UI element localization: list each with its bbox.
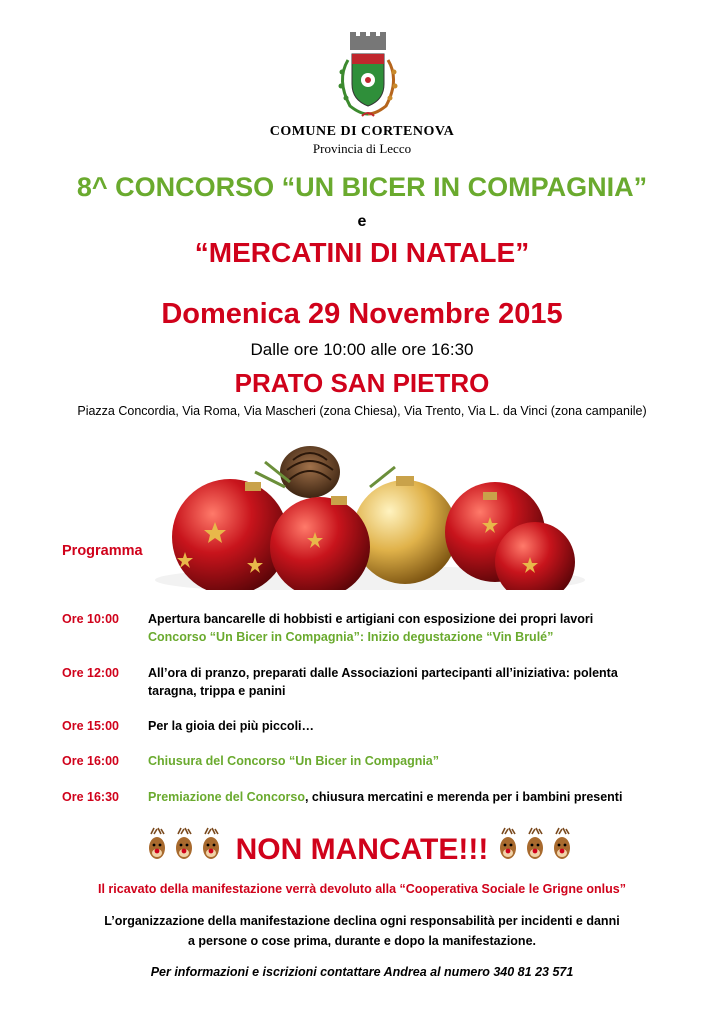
reindeer-icon (496, 826, 578, 866)
program-item-1630-rest: , chiusura mercatini e merenda per i bambini presenti (304, 790, 623, 804)
disclaimer-line1: L’organizzazione della manifestazione declina ogni responsabilità per incidenti e danni (104, 914, 620, 928)
program-item-1000-line1: Apertura bancarelle di hobbisti e artigiani con esposizione dei propri lavori (148, 612, 594, 626)
contact-info: Per informazioni e iscrizioni contattare Andrea al numero 340 81 23 571 (150, 965, 574, 979)
program-item-1000 (148, 610, 648, 646)
organization-disclaimer (0, 911, 724, 951)
event-hours: Dalle ore 10:00 alle ore 16:30 (250, 340, 474, 359)
event-date: Domenica 29 Novembre 2015 (161, 298, 563, 330)
program-item-1500 (148, 717, 648, 735)
title-connector: e (357, 213, 367, 230)
disclaimer-line2: a persone o cose prima, durante e dopo la manifestazione. (187, 934, 536, 948)
ricavato-note: Il ricavato della manifestazione verrà devoluto alla “Cooperativa Sociale le Grigne onlus” (98, 882, 626, 896)
event-place: PRATO SAN PIETRO (234, 368, 490, 398)
comune-name: COMUNE DI CORTENOVA (269, 124, 455, 139)
event-title-concorso: 8^ CONCORSO “UN BICER IN COMPAGNIA” (76, 172, 648, 202)
program-time-1200: Ore 12:00 (62, 666, 119, 680)
program-time-1000: Ore 10:00 (62, 612, 119, 626)
program-item-1630 (148, 788, 648, 806)
christmas-ornaments-image (155, 432, 585, 590)
event-title-mercatini: “MERCATINI DI NATALE” (194, 237, 530, 268)
program-item-1200-line1: All’ora di pranzo, preparati dalle Associazioni partecipanti all’iniziativa: polenta (148, 666, 618, 680)
program-item-1000-line2: Concorso “Un Bicer in Compagnia”: Inizio degustazione “Vin Brulé” (148, 630, 554, 644)
program-item-1200-line2: taragna, trippa e panini (148, 684, 286, 698)
program-item-1600-line1: Chiusura del Concorso “Un Bicer in Compagnia” (148, 754, 440, 768)
program-time-1630: Ore 16:30 (62, 790, 119, 804)
event-streets: Piazza Concordia, Via Roma, Via Mascheri (zona Chiesa), Via Trento, Via L. da Vinci (zona campanile) (77, 404, 647, 418)
provincia-name: Provincia di Lecco (312, 141, 412, 156)
program-time-1500: Ore 15:00 (62, 719, 119, 733)
program-time-1600: Ore 16:00 (62, 754, 119, 768)
non-mancate-headline: NON MANCATE!!! (235, 833, 489, 866)
program-item-1500-line1: Per la gioia dei più piccoli… (148, 719, 315, 733)
program-item-1630-highlight: Premiazione del Concorso (148, 790, 305, 804)
program-item-1200 (148, 664, 648, 700)
program-item-1600 (148, 752, 648, 770)
programma-heading: Programma (62, 543, 143, 559)
coat-of-arms-logo (328, 30, 408, 122)
